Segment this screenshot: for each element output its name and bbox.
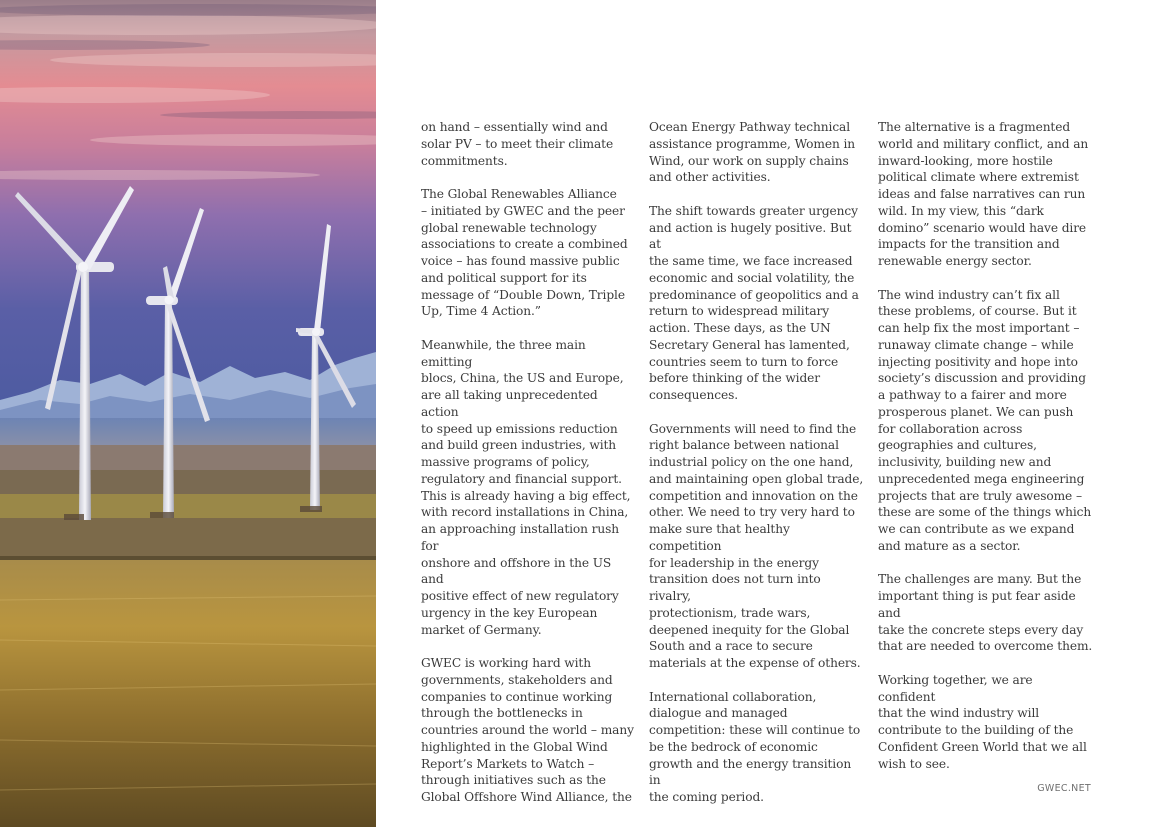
- paragraph: The shift towards greater urgency and action is hugely positive. But at the same time, we face increased economic and social volatility, the predominance of geopolitics and a return to widespread military action. These days, as the UN Secretary General has lamented, countries seem to turn to force before thinking of the wider consequences.: [649, 203, 859, 402]
- paragraph: Working together, we are confident that the wind industry will contribute to the building of the Confident Green World that we all wish to see.: [878, 672, 1087, 771]
- text-column-2: [649, 119, 864, 806]
- wind-turbines-in-wheat-field-icon: [0, 0, 376, 827]
- wind-turbine-photo: [0, 0, 376, 827]
- paragraph: The challenges are many. But the important thing is put fear aside and take the concrete steps every day that are needed to overcome them.: [878, 572, 1093, 654]
- paragraph: Meanwhile, the three main emitting blocs, China, the US and Europe, are all taking unprecedented action to speed up emissions reduction and build green industries, with massive programs of policy, regulatory and financial support. This is already having a big effect, with record installations in China, an approaching installation rush for onshore and offshore in the US and positive effect of new regulatory urgency in the key European market of Germany.: [421, 337, 631, 637]
- text-column-3: [878, 119, 1093, 772]
- paragraph: GWEC is working hard with governments, stakeholders and companies to continue working through the bottlenecks in countries around the world – many highlighted in the Global Wind Report’s Markets to Watch – through initiatives such as the Global Offshore Wind Alliance, the: [421, 656, 634, 804]
- paragraph: International collaboration, dialogue and managed competition: these will continue to be the bedrock of economic growth and the energy transition in the coming period.: [649, 689, 861, 804]
- paragraph: The wind industry can’t fix all these problems, of course. But it can help fix the most important – runaway climate change – while injecting positivity and hope into society’s discussion and providing a pathway to a fairer and more prosperous planet. We can push for collaboration across geographies and cultures, inclusivity, building new and unprecedented mega engineering projects that are truly awesome – these are some of the things which we can contribute as we expand and mature as a sector.: [878, 287, 1092, 553]
- paragraph: The Global Renewables Alliance – initiated by GWEC and the peer global renewable technology associations to create a combined voice – has found massive public and political support for its message of “Double Down, Triple Up, Time 4 Action.”: [421, 187, 628, 319]
- paragraph: on hand – essentially wind and solar PV – to meet their climate commitments.: [421, 120, 614, 168]
- paragraph: Ocean Energy Pathway technical assistance programme, Women in Wind, our work on supply chains and other activities.: [649, 120, 856, 185]
- paragraph: The alternative is a fragmented world and military conflict, and an inward-looking, more hostile political climate where extremist ideas and false narratives can run wild. In my view, this “dark domino” scenario would have dire impacts for the transition and renewable energy sector.: [878, 120, 1089, 268]
- text-column-1: [421, 119, 636, 806]
- paragraph: Governments will need to find the right balance between national industrial policy on the one hand, and maintaining open global trade, competition and innovation on the other. We need to try very hard to make sure that healthy competition for leadership in the energy transition does not turn into rivalry, protectionism, trade wars, deepened inequity for the Global South and a race to secure materials at the expense of others.: [649, 421, 864, 670]
- footer-site-link[interactable]: GWEC.NET: [1037, 783, 1091, 794]
